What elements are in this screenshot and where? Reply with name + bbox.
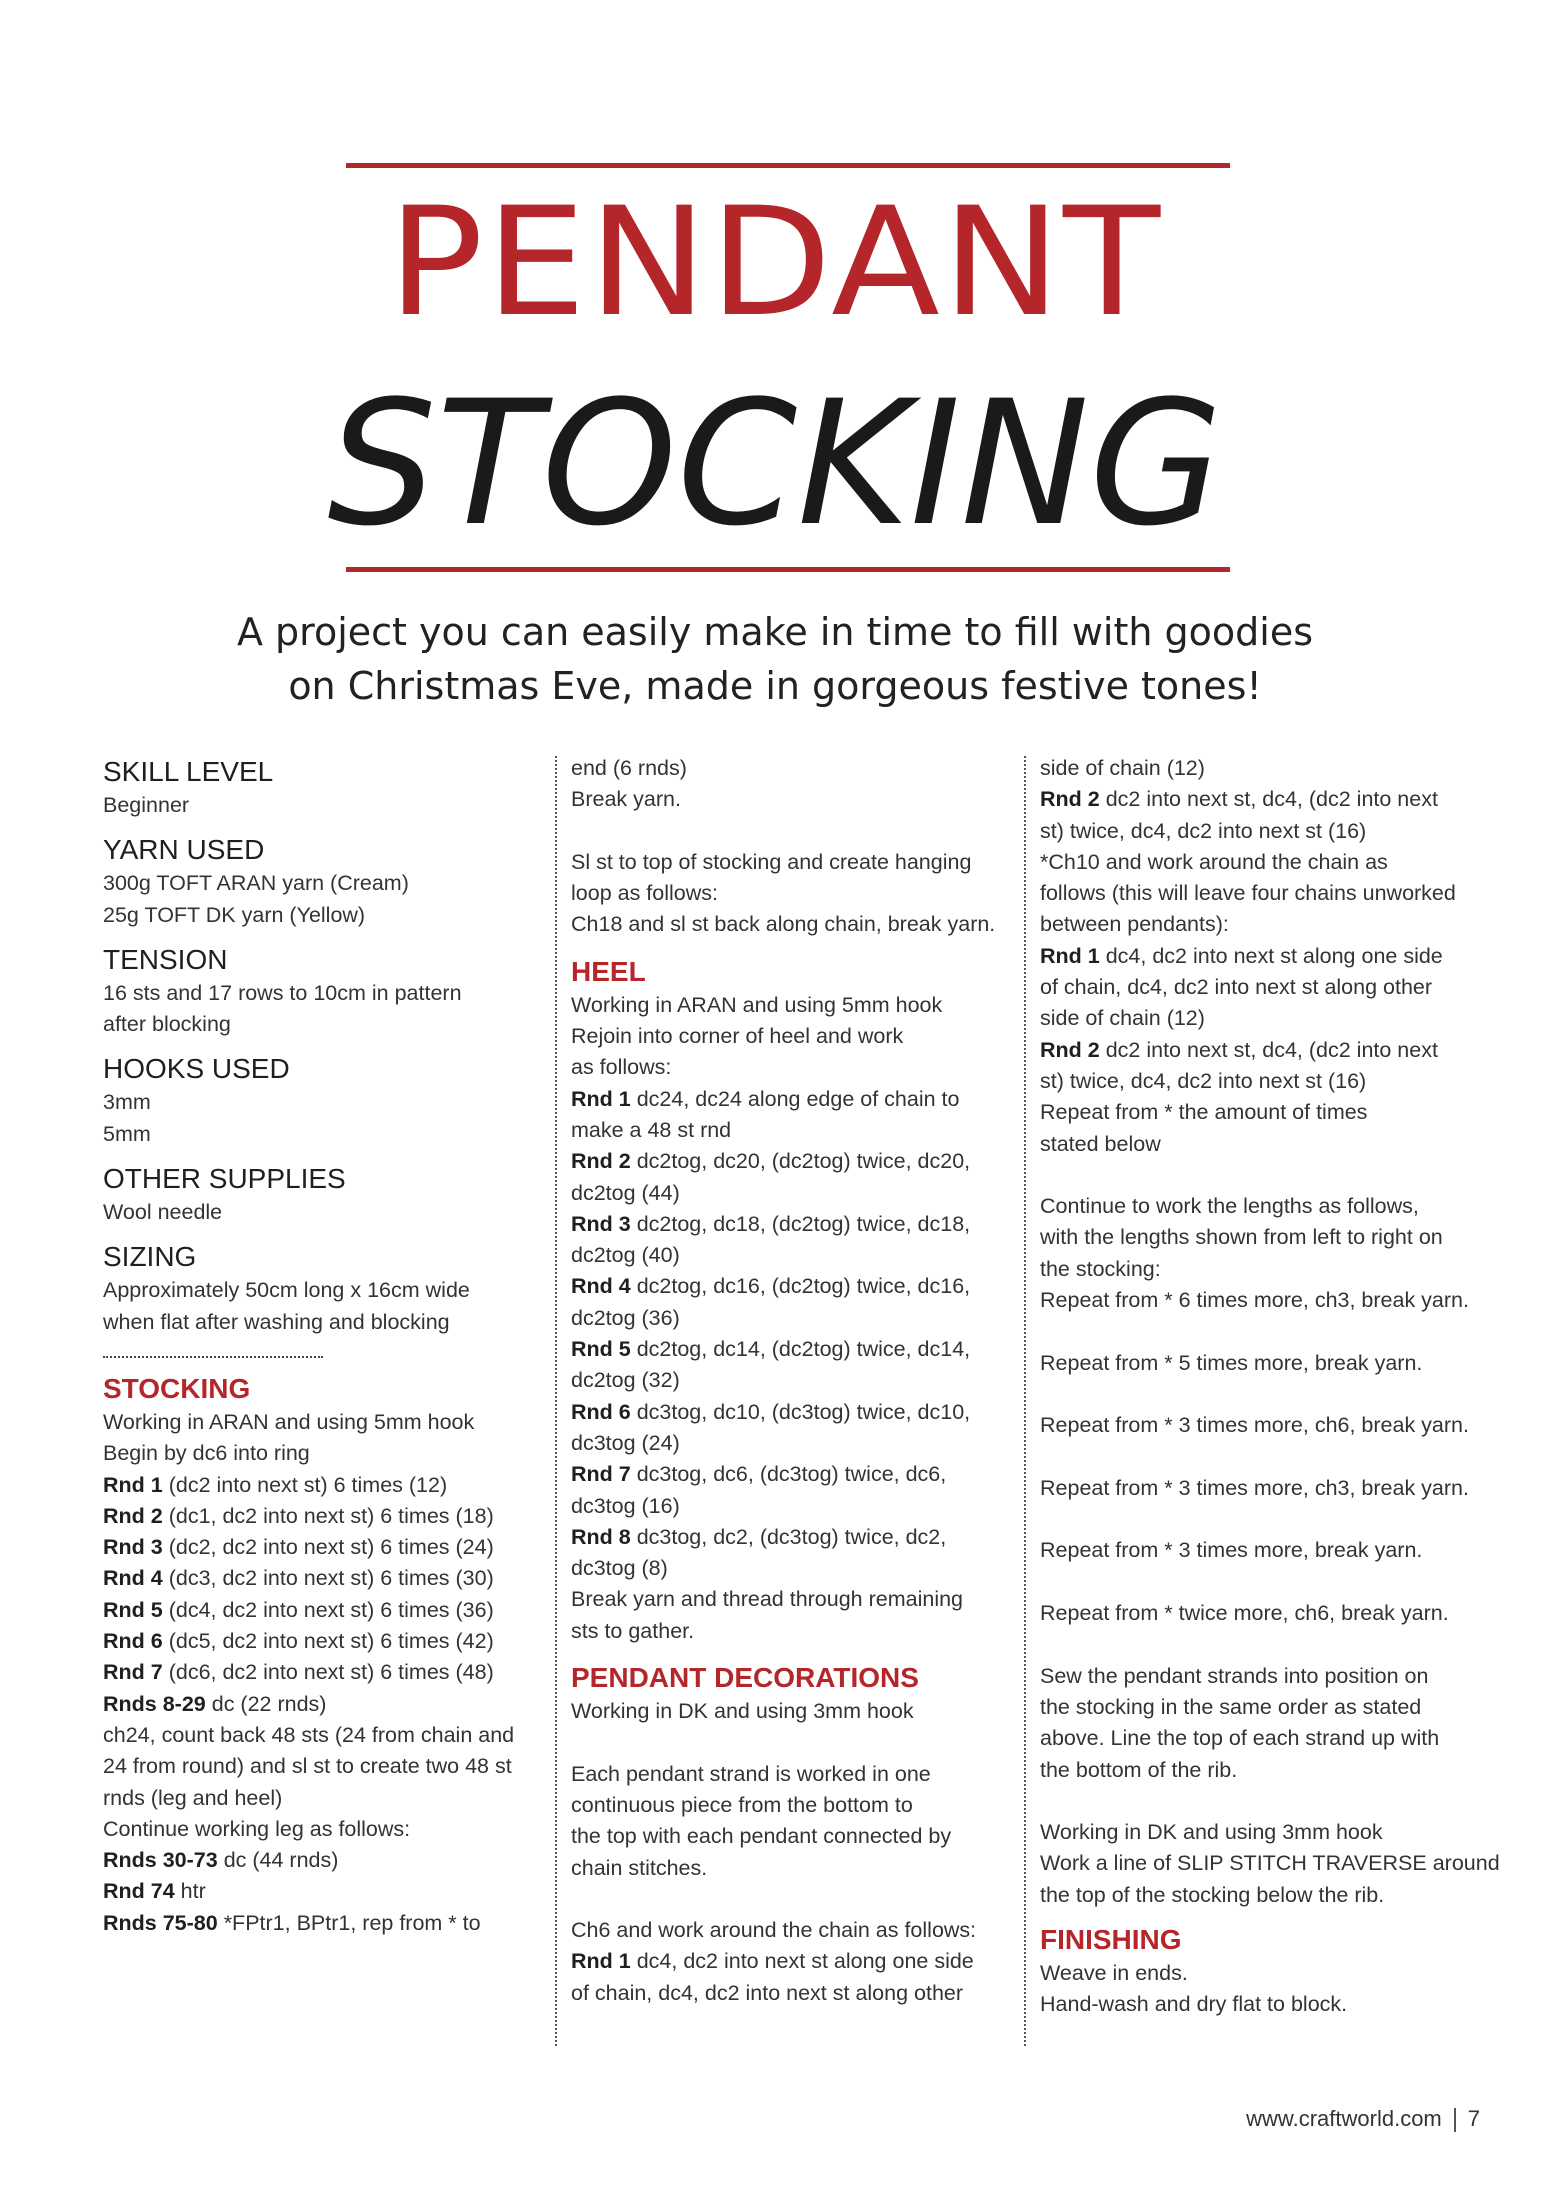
pendant-decorations-heading: PENDANT DECORATIONS <box>571 1662 919 1694</box>
column-2 <box>571 753 1011 2009</box>
round-line <box>571 1271 1011 1302</box>
instruction-text: 24 from round) and sl st to create two 48 st <box>103 1754 512 1779</box>
stocking-intro: Begin by dc6 into ring <box>103 1441 310 1466</box>
round-text: (dc2 into next st) 6 times (12) <box>162 1472 448 1497</box>
round-label: Rnd 1 <box>1040 943 1100 968</box>
round-text: dc4, dc2 into next st along one side <box>630 1949 974 1974</box>
round-text: (dc1, dc2 into next st) 6 times (18) <box>162 1503 494 1528</box>
repeat-line: Repeat from * 6 times more, ch3, break yarn. <box>1040 1288 1469 1313</box>
instruction-text: Work a line of SLIP STITCH TRAVERSE around <box>1040 1851 1500 1876</box>
instruction-text: Break yarn and thread through remaining <box>571 1587 964 1612</box>
round-text: dc3tog, dc10, (dc3tog) twice, dc10, <box>630 1399 971 1424</box>
instruction-text: stated below <box>1040 1131 1161 1156</box>
round-line <box>103 1595 543 1626</box>
sizing-text: when flat after washing and blocking <box>103 1309 450 1334</box>
instruction-text: Continue to work the lengths as follows, <box>1040 1194 1419 1219</box>
round-line <box>1040 941 1500 972</box>
repeat-line: Repeat from * 3 times more, ch6, break yarn. <box>1040 1413 1469 1438</box>
instruction-text: Ch18 and sl st back along chain, break yarn. <box>571 912 996 937</box>
column-divider-1 <box>555 756 557 2046</box>
round-text: (dc5, dc2 into next st) 6 times (42) <box>162 1629 494 1654</box>
hook-item: 5mm <box>103 1121 151 1146</box>
round-line <box>103 1657 543 1688</box>
round-line <box>571 1084 1011 1115</box>
round-text: dc2tog, dc16, (dc2tog) twice, dc16, <box>630 1274 971 1299</box>
round-line <box>571 1146 1011 1177</box>
round-label: Rnd 4 <box>571 1274 631 1299</box>
instruction-text: the top with each pendant connected by <box>571 1824 952 1849</box>
round-label: Rnd 2 <box>571 1149 631 1174</box>
page-footer <box>1246 2106 1480 2132</box>
instruction-text: the bottom of the rib. <box>1040 1757 1238 1782</box>
title-line-2: STOCKING <box>327 363 1223 564</box>
round-text: (dc6, dc2 into next st) 6 times (48) <box>162 1660 494 1685</box>
instruction-text: continuous piece from the bottom to <box>571 1792 913 1817</box>
hooks-used-heading: HOOKS USED <box>103 1053 290 1085</box>
heel-intro: Rejoin into corner of heel and work <box>571 1024 904 1049</box>
round-label: Rnd 5 <box>103 1597 163 1622</box>
instruction-text: the stocking: <box>1040 1256 1161 1281</box>
round-text-cont: of chain, dc4, dc2 into next st along other <box>571 1980 964 2005</box>
instruction-text: *Ch10 and work around the chain as <box>1040 849 1388 874</box>
round-text: (dc2, dc2 into next st) 6 times (24) <box>162 1535 494 1560</box>
yarn-used-heading: YARN USED <box>103 834 265 866</box>
round-text-cont: dc2tog (32) <box>571 1368 680 1393</box>
round-line <box>1040 1035 1500 1066</box>
dotted-divider <box>103 1338 323 1358</box>
instruction-text: chain stitches. <box>571 1855 708 1880</box>
instruction-text: Repeat from * the amount of times <box>1040 1100 1368 1125</box>
round-label: Rnd 2 <box>1040 787 1100 812</box>
instruction-text: ch24, count back 48 sts (24 from chain and <box>103 1722 515 1747</box>
tension-heading: TENSION <box>103 943 228 975</box>
round-line <box>571 1397 1011 1428</box>
round-text: dc2tog, dc14, (dc2tog) twice, dc14, <box>630 1337 971 1362</box>
subtitle-line-1: A project you can easily make in time to fill with goodies <box>236 610 1314 654</box>
round-label: Rnd 74 <box>103 1879 175 1904</box>
round-label: Rnds 75-80 <box>103 1910 218 1935</box>
instruction-text: Working in DK and using 3mm hook <box>571 1699 914 1724</box>
round-text: dc3tog, dc6, (dc3tog) twice, dc6, <box>630 1462 947 1487</box>
round-text: dc (22 rnds) <box>205 1691 327 1716</box>
round-text: (dc3, dc2 into next st) 6 times (30) <box>162 1566 494 1591</box>
round-text-cont: dc2tog (36) <box>571 1305 680 1330</box>
column-1 <box>103 753 543 1939</box>
round-text: dc2 into next st, dc4, (dc2 into next <box>1099 787 1438 812</box>
round-label: Rnd 3 <box>571 1211 631 1236</box>
round-label: Rnd 6 <box>103 1629 163 1654</box>
round-line <box>1040 784 1500 815</box>
instruction-text: Continue working leg as follows: <box>103 1816 411 1841</box>
instruction-text: Break yarn. <box>571 787 681 812</box>
round-text-cont: st) twice, dc4, dc2 into next st (16) <box>1040 1068 1367 1093</box>
tension-text: after blocking <box>103 1012 231 1037</box>
instruction-text: Sew the pendant strands into position on <box>1040 1663 1429 1688</box>
stocking-intro: Working in ARAN and using 5mm hook <box>103 1409 475 1434</box>
instruction-text: the top of the stocking below the rib. <box>1040 1882 1385 1907</box>
round-line <box>103 1845 543 1876</box>
instruction-text: between pendants): <box>1040 912 1229 937</box>
round-text: dc24, dc24 along edge of chain to <box>630 1086 960 1111</box>
instruction-text: above. Line the top of each strand up with <box>1040 1726 1440 1751</box>
repeat-line: Repeat from * 3 times more, ch3, break yarn. <box>1040 1475 1469 1500</box>
round-text-cont: dc3tog (16) <box>571 1493 680 1518</box>
page-number: 7 <box>1467 2106 1480 2131</box>
title-rule-bottom <box>346 567 1230 572</box>
instruction-text: Ch6 and work around the chain as follows: <box>571 1918 977 1943</box>
other-supplies-heading: OTHER SUPPLIES <box>103 1163 346 1195</box>
round-line <box>571 1334 1011 1365</box>
skill-level-value: Beginner <box>103 793 190 817</box>
column-divider-2 <box>1024 756 1026 2046</box>
footer-divider <box>1454 2108 1456 2132</box>
instruction-text: Hand-wash and dry flat to block. <box>1040 1992 1348 2017</box>
round-text: dc2 into next st, dc4, (dc2 into next <box>1099 1037 1438 1062</box>
footer-url[interactable]: www.craftworld.com <box>1246 2106 1442 2131</box>
repeat-line: Repeat from * twice more, ch6, break yarn. <box>1040 1601 1449 1626</box>
round-line <box>571 1459 1011 1490</box>
heel-heading: HEEL <box>571 955 646 987</box>
round-label: Rnd 2 <box>103 1503 163 1528</box>
tension-text: 16 sts and 17 rows to 10cm in pattern <box>103 980 462 1005</box>
round-line <box>103 1876 543 1907</box>
round-line <box>571 1522 1011 1553</box>
instruction-text: Each pendant strand is worked in one <box>571 1761 931 1786</box>
sizing-text: Approximately 50cm long x 16cm wide <box>103 1278 470 1303</box>
stocking-heading: STOCKING <box>103 1372 251 1404</box>
sizing-heading: SIZING <box>103 1241 197 1273</box>
instruction-text: loop as follows: <box>571 881 718 906</box>
round-text-cont: side of chain (12) <box>1040 1006 1205 1031</box>
round-text-cont: side of chain (12) <box>1040 756 1205 780</box>
round-text: htr <box>174 1879 206 1904</box>
round-text-cont: dc2tog (40) <box>571 1243 680 1268</box>
instruction-text: with the lengths shown from left to right on <box>1040 1225 1443 1250</box>
round-label: Rnd 7 <box>103 1660 163 1685</box>
finishing-heading: FINISHING <box>1040 1923 1182 1955</box>
round-line <box>103 1501 543 1532</box>
round-text: *FPtr1, BPtr1, rep from * to <box>217 1910 481 1935</box>
round-label: Rnd 1 <box>571 1086 631 1111</box>
round-line <box>103 1470 543 1501</box>
title-rule-top <box>346 163 1230 168</box>
subtitle <box>0 605 1550 713</box>
round-text: dc (44 rnds) <box>217 1848 339 1873</box>
round-label: Rnd 1 <box>571 1949 631 1974</box>
round-text: dc4, dc2 into next st along one side <box>1099 943 1443 968</box>
instruction-text: Working in DK and using 3mm hook <box>1040 1820 1383 1845</box>
yarn-item: 25g TOFT DK yarn (Yellow) <box>103 902 366 927</box>
round-line <box>103 1908 543 1939</box>
column-3 <box>1040 753 1500 2021</box>
round-text: dc3tog, dc2, (dc3tog) twice, dc2, <box>630 1524 947 1549</box>
instruction-text: follows (this will leave four chains unworked <box>1040 881 1456 906</box>
round-label: Rnd 3 <box>103 1535 163 1560</box>
round-label: Rnd 4 <box>103 1566 163 1591</box>
round-line <box>103 1563 543 1594</box>
instruction-text: rnds (leg and heel) <box>103 1785 283 1810</box>
repeat-line: Repeat from * 5 times more, break yarn. <box>1040 1350 1423 1375</box>
round-line <box>103 1532 543 1563</box>
hook-item: 3mm <box>103 1090 151 1115</box>
instruction-text: Weave in ends. <box>1040 1960 1188 1985</box>
round-text-cont: dc2tog (44) <box>571 1180 680 1205</box>
round-line <box>103 1626 543 1657</box>
instruction-text: end (6 rnds) <box>571 756 687 780</box>
round-text-cont: of chain, dc4, dc2 into next st along other <box>1040 975 1433 1000</box>
round-label: Rnds 8-29 <box>103 1691 206 1716</box>
supplies-item: Wool needle <box>103 1200 223 1225</box>
round-text: (dc4, dc2 into next st) 6 times (36) <box>162 1597 494 1622</box>
round-label: Rnd 6 <box>571 1399 631 1424</box>
instruction-text: the stocking in the same order as stated <box>1040 1694 1422 1719</box>
round-line <box>103 1689 543 1720</box>
title-line-1: PENDANT <box>387 176 1163 350</box>
round-text-cont: dc3tog (8) <box>571 1556 668 1581</box>
round-line <box>571 1946 1011 1977</box>
round-label: Rnd 1 <box>103 1472 163 1497</box>
round-text: dc2tog, dc20, (dc2tog) twice, dc20, <box>630 1149 971 1174</box>
round-line <box>571 1209 1011 1240</box>
yarn-item: 300g TOFT ARAN yarn (Cream) <box>103 871 409 896</box>
heel-intro: as follows: <box>571 1055 672 1080</box>
round-label: Rnd 8 <box>571 1524 631 1549</box>
round-text-cont: st) twice, dc4, dc2 into next st (16) <box>1040 818 1367 843</box>
round-label: Rnd 2 <box>1040 1037 1100 1062</box>
round-label: Rnd 5 <box>571 1337 631 1362</box>
round-label: Rnd 7 <box>571 1462 631 1487</box>
skill-level-heading: SKILL LEVEL <box>103 756 274 787</box>
heel-intro: Working in ARAN and using 5mm hook <box>571 992 943 1017</box>
round-label: Rnds 30-73 <box>103 1848 218 1873</box>
subtitle-line-2: on Christmas Eve, made in gorgeous festive tones! <box>288 664 1262 708</box>
round-text-cont: dc3tog (24) <box>571 1430 680 1455</box>
repeat-line: Repeat from * 3 times more, break yarn. <box>1040 1538 1423 1563</box>
instruction-text: sts to gather. <box>571 1618 695 1643</box>
round-text-cont: make a 48 st rnd <box>571 1117 732 1142</box>
instruction-text: Sl st to top of stocking and create hanging <box>571 849 972 874</box>
round-text: dc2tog, dc18, (dc2tog) twice, dc18, <box>630 1211 971 1236</box>
